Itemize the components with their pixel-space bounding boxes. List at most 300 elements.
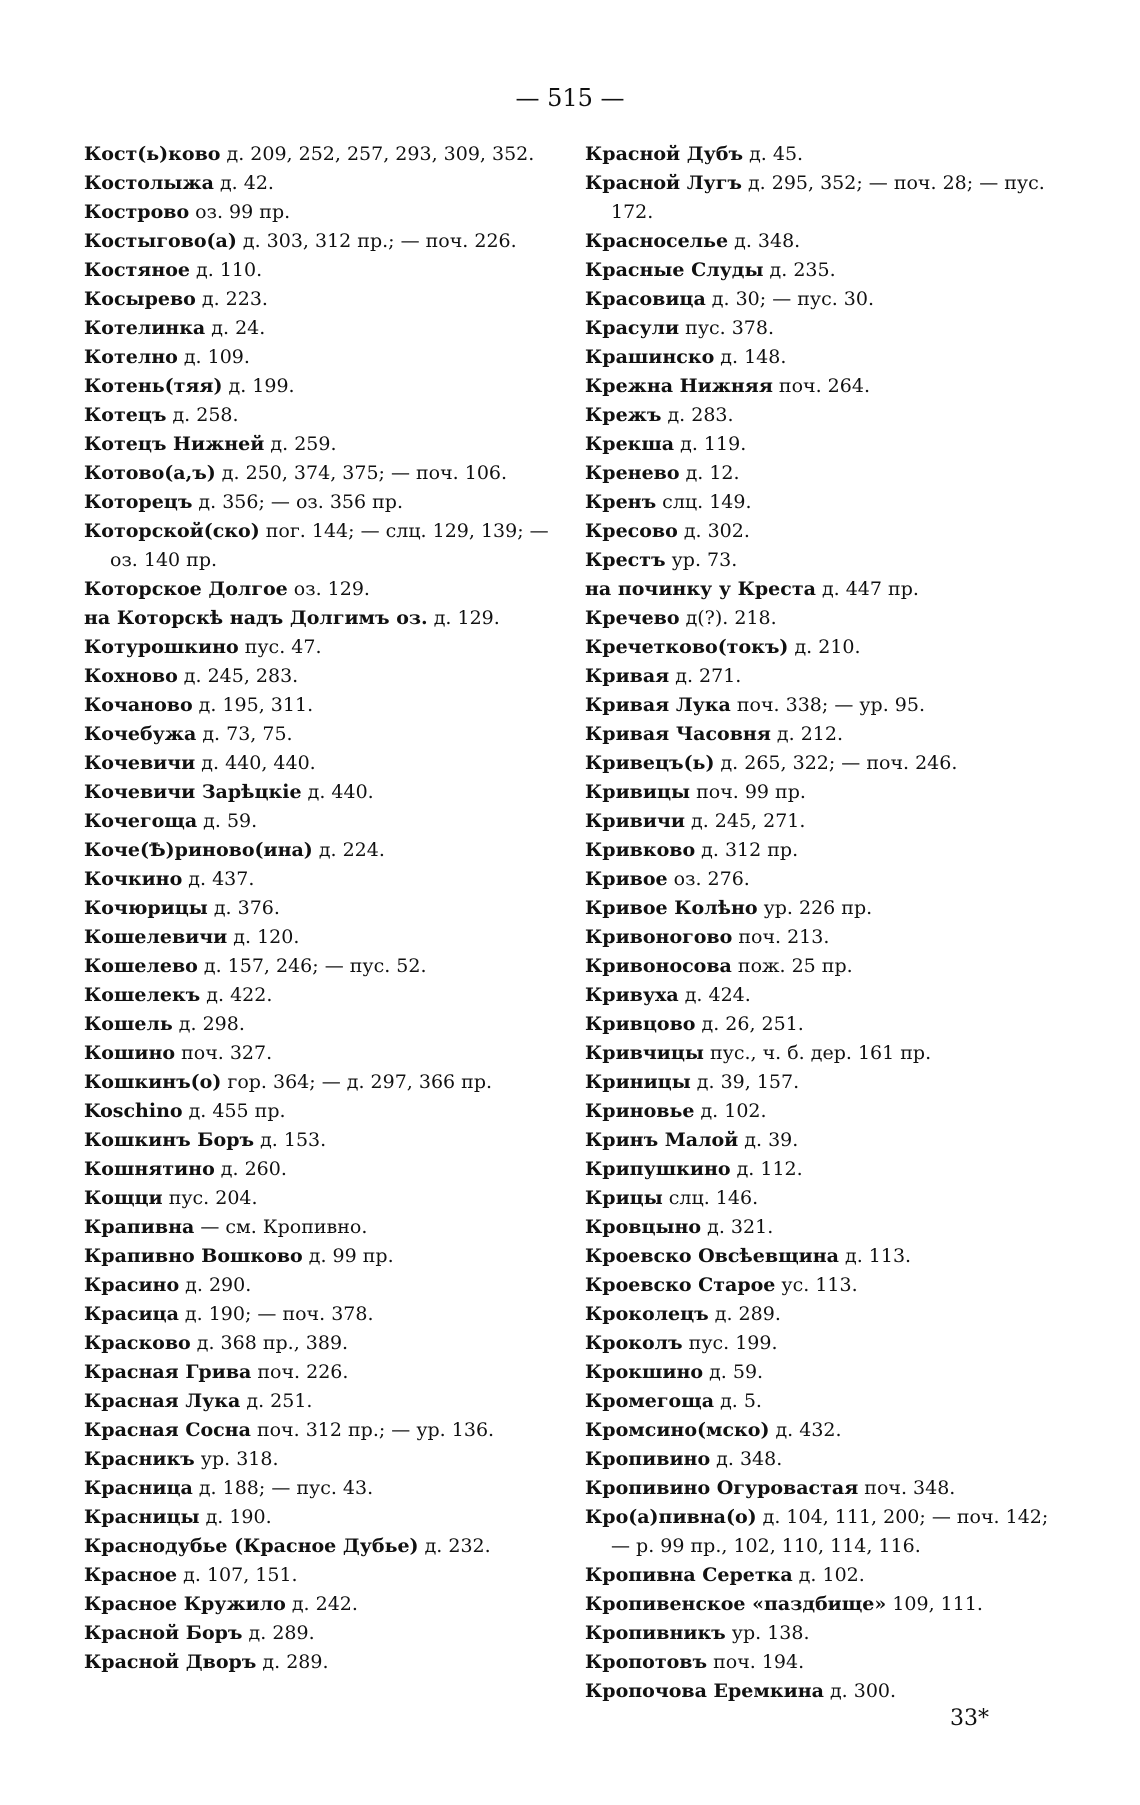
index-entry-refs: д. 245, 283. bbox=[177, 665, 299, 687]
index-entry-term: Кочевичи bbox=[84, 752, 196, 774]
index-entry bbox=[84, 314, 570, 343]
index-entry-refs: поч. 348. bbox=[858, 1477, 956, 1499]
index-entry-term: Кривоносова bbox=[585, 955, 732, 977]
index-entry-refs: поч. 338; — ур. 95. bbox=[730, 694, 925, 716]
index-entry-refs: д. 271. bbox=[669, 665, 742, 687]
index-entry bbox=[84, 459, 570, 488]
index-entry bbox=[84, 1561, 570, 1590]
index-entry bbox=[585, 1648, 1053, 1677]
index-entry-refs: д. 302. bbox=[677, 520, 750, 542]
index-entry-term: Кривково bbox=[585, 839, 696, 861]
index-entry-term: Красино bbox=[84, 1274, 180, 1296]
index-entry-term: Красное bbox=[84, 1564, 178, 1586]
index-entry bbox=[84, 140, 570, 169]
index-entry-term: Koschino bbox=[84, 1100, 183, 1122]
index-entry-refs: д. 104, 111, 200; — поч. 142; — р. 99 пр., 102, 110, 114, 116. bbox=[611, 1506, 1049, 1557]
index-entry-refs: д. 303, 312 пр.; — поч. 226. bbox=[236, 230, 517, 252]
index-entry-term: Красково bbox=[84, 1332, 191, 1354]
index-entry bbox=[84, 1126, 570, 1155]
index-entry bbox=[585, 1474, 1053, 1503]
index-entry bbox=[585, 836, 1053, 865]
index-entry-refs: оз. 129. bbox=[287, 578, 370, 600]
index-entry-refs: пус., ч. б. дер. 161 пр. bbox=[703, 1042, 932, 1064]
index-entry-term: Красноселье bbox=[585, 230, 729, 252]
index-entry-term: Которское Долгое bbox=[84, 578, 288, 600]
index-entry-term: Котецъ bbox=[84, 404, 167, 426]
index-entry-refs: поч. 312 пр.; — ур. 136. bbox=[250, 1419, 495, 1441]
index-entry-refs: д. 265, 322; — поч. 246. bbox=[714, 752, 958, 774]
index-entry-term: Кропивино bbox=[585, 1448, 711, 1470]
index-entry-refs: поч. 213. bbox=[732, 926, 830, 948]
index-entry bbox=[84, 1155, 570, 1184]
index-entry-term: Кривчицы bbox=[585, 1042, 704, 1064]
index-entry-term: Кропотовъ bbox=[585, 1651, 708, 1673]
index-entry-term: Кривецъ(ь) bbox=[585, 752, 715, 774]
index-entry-refs: д. 224. bbox=[312, 839, 385, 861]
index-entry-term: Крежна Нижняя bbox=[585, 375, 773, 397]
index-entry bbox=[585, 923, 1053, 952]
index-entry bbox=[585, 633, 1053, 662]
index-entry bbox=[585, 894, 1053, 923]
index-entry bbox=[585, 1445, 1053, 1474]
index-entry-term: Красица bbox=[84, 1303, 179, 1325]
index-entry-term: Кривая Лука bbox=[585, 694, 731, 716]
index-entry-term: Красное Кружило bbox=[84, 1593, 286, 1615]
index-entry-refs: ур. 138. bbox=[725, 1622, 810, 1644]
index-entry bbox=[84, 1387, 570, 1416]
index-entry-term: Кострово bbox=[84, 201, 190, 223]
index-entry bbox=[84, 952, 570, 981]
index-entry-refs: д. 59. bbox=[197, 810, 258, 832]
index-entry-refs: пус. 199. bbox=[682, 1332, 778, 1354]
index-entry-term: Костыгово(а) bbox=[84, 230, 237, 252]
index-entry bbox=[84, 1329, 570, 1358]
index-entry-term: Кочаново bbox=[84, 694, 193, 716]
index-entry-term: на починку у Креста bbox=[585, 578, 816, 600]
index-entry-refs: д. 190; — поч. 378. bbox=[178, 1303, 374, 1325]
index-entry-refs: д. 199. bbox=[222, 375, 295, 397]
index-entry-term: Красникъ bbox=[84, 1448, 195, 1470]
index-entry-refs: д. 432. bbox=[769, 1419, 842, 1441]
index-entry-refs: д. 73, 75. bbox=[196, 723, 293, 745]
index-entry bbox=[585, 952, 1053, 981]
index-entry-refs: д. 300. bbox=[823, 1680, 897, 1702]
index-entry-refs: д. 250, 374, 375; — поч. 106. bbox=[215, 462, 508, 484]
index-entry-refs: д. 376. bbox=[207, 897, 280, 919]
index-entry-refs: поч. 99 пр. bbox=[690, 781, 806, 803]
index-entry bbox=[84, 256, 570, 285]
index-entry-term: Кошель bbox=[84, 1013, 173, 1035]
index-entry-refs: д. 210. bbox=[788, 636, 861, 658]
index-entry-term: Кромегоща bbox=[585, 1390, 715, 1412]
index-entry bbox=[585, 256, 1053, 285]
index-entry-term: Краснодубье (Красное Дубье) bbox=[84, 1535, 419, 1557]
index-entry bbox=[84, 517, 570, 575]
index-entry-refs: д. 148. bbox=[714, 346, 787, 368]
index-entry-refs: д. 190. bbox=[199, 1506, 272, 1528]
index-column-left bbox=[84, 140, 570, 1677]
index-entry bbox=[84, 1590, 570, 1619]
index-entry-term: Котень(тяя) bbox=[84, 375, 223, 397]
index-entry-term: Кривоногово bbox=[585, 926, 733, 948]
index-entry bbox=[585, 1358, 1053, 1387]
index-entry-refs: ур. 73. bbox=[665, 549, 738, 571]
index-entry-refs: д. 113. bbox=[838, 1245, 912, 1267]
index-entry-refs: д. 283. bbox=[661, 404, 734, 426]
index-entry-refs: поч. 226. bbox=[251, 1361, 349, 1383]
index-entry bbox=[585, 1039, 1053, 1068]
index-entry-term: Кост(ь)ково bbox=[84, 143, 221, 165]
index-entry-refs: пож. 25 пр. bbox=[731, 955, 853, 977]
index-entry-term: Кошкинъ(о) bbox=[84, 1071, 222, 1093]
index-entry bbox=[84, 401, 570, 430]
index-entry bbox=[585, 517, 1053, 546]
index-entry-term: Коче(Ѣ)риново(ина) bbox=[84, 839, 313, 861]
index-entry bbox=[585, 691, 1053, 720]
index-entry bbox=[585, 1561, 1053, 1590]
index-entry-term: Кривуха bbox=[585, 984, 679, 1006]
index-entry-term: Котурошкино bbox=[84, 636, 239, 658]
index-entry bbox=[585, 488, 1053, 517]
index-entry-term: Красной Лугъ bbox=[585, 172, 742, 194]
index-entry bbox=[84, 720, 570, 749]
index-entry-refs: д. 447 пр. bbox=[815, 578, 919, 600]
index-entry-refs: д. 209, 252, 257, 293, 309, 352. bbox=[220, 143, 535, 165]
index-entry bbox=[585, 140, 1053, 169]
index-entry-refs: д. 290. bbox=[179, 1274, 252, 1296]
index-entry-refs: д. 437. bbox=[182, 868, 255, 890]
index-entry bbox=[585, 981, 1053, 1010]
index-entry-refs: д. 120. bbox=[227, 926, 300, 948]
index-entry-term: Кренево bbox=[585, 462, 680, 484]
index-entry-term: Котецъ Нижней bbox=[84, 433, 265, 455]
index-entry-term: Красули bbox=[585, 317, 680, 339]
index-entry bbox=[585, 314, 1053, 343]
index-entry-refs: д. 424. bbox=[678, 984, 751, 1006]
index-entry-refs: д. 195, 311. bbox=[192, 694, 314, 716]
index-entry-term: Кошелево bbox=[84, 955, 198, 977]
index-entry bbox=[84, 1474, 570, 1503]
index-entry bbox=[585, 1097, 1053, 1126]
index-entry bbox=[84, 604, 570, 633]
index-entry-refs: д. 110. bbox=[190, 259, 263, 281]
index-entry-term: Кочебужа bbox=[84, 723, 197, 745]
index-entry-refs: д. 260. bbox=[214, 1158, 287, 1180]
index-entry-term: Кривое bbox=[585, 868, 668, 890]
index-entry bbox=[84, 1213, 570, 1242]
index-entry-refs: оз. 99 пр. bbox=[189, 201, 291, 223]
index-entry bbox=[585, 865, 1053, 894]
index-entry bbox=[84, 1503, 570, 1532]
index-entry-refs: д. 99 пр. bbox=[302, 1245, 394, 1267]
index-entry-refs: д. 258. bbox=[166, 404, 239, 426]
index-entry bbox=[585, 662, 1053, 691]
index-entry-term: Крестъ bbox=[585, 549, 666, 571]
index-entry-refs: поч. 264. bbox=[772, 375, 870, 397]
index-entry-refs: д. 235. bbox=[763, 259, 836, 281]
index-entry-term: Кречетково(токъ) bbox=[585, 636, 789, 658]
index-entry-refs: д. 321. bbox=[701, 1216, 774, 1238]
index-entry bbox=[585, 1619, 1053, 1648]
index-entry bbox=[585, 778, 1053, 807]
index-entry-term: Кочевичи Зарѣцкіе bbox=[84, 781, 302, 803]
index-entry-term: Кропочова Еремкина bbox=[585, 1680, 824, 1702]
index-entry bbox=[585, 169, 1053, 227]
index-entry-term: Крапивна bbox=[84, 1216, 195, 1238]
index-entry-term: Красной Дворъ bbox=[84, 1651, 257, 1673]
index-entry-refs: д. 298. bbox=[172, 1013, 245, 1035]
index-entry-term: Крицы bbox=[585, 1187, 663, 1209]
index-entry-refs: д. 440, 440. bbox=[195, 752, 316, 774]
index-entry-refs: ур. 226 пр. bbox=[757, 897, 873, 919]
index-entry-term: Крокшино bbox=[585, 1361, 704, 1383]
index-entry-term: Кривцово bbox=[585, 1013, 696, 1035]
index-entry-refs: д. 289. bbox=[256, 1651, 329, 1673]
index-entry-refs: ур. 318. bbox=[194, 1448, 279, 1470]
index-entry-term: Кровцыно bbox=[585, 1216, 702, 1238]
index-entry-refs: д. 59. bbox=[703, 1361, 764, 1383]
index-entry-refs: д. 242. bbox=[285, 1593, 358, 1615]
index-entry bbox=[84, 1010, 570, 1039]
index-entry bbox=[84, 923, 570, 952]
index-entry bbox=[84, 807, 570, 836]
index-entry-term: Криницы bbox=[585, 1071, 691, 1093]
index-entry-term: Косырево bbox=[84, 288, 196, 310]
index-entry-term: Кроевско Овсѣевщина bbox=[585, 1245, 839, 1267]
index-entry-term: Котелно bbox=[84, 346, 178, 368]
index-entry-refs: д. 251. bbox=[240, 1390, 313, 1412]
index-entry-refs: 109, 111. bbox=[886, 1593, 983, 1615]
index-entry-term: Которской(ско) bbox=[84, 520, 260, 542]
index-entry-term: Которецъ bbox=[84, 491, 193, 513]
index-entry bbox=[585, 1329, 1053, 1358]
page-number: — 515 — bbox=[515, 84, 625, 112]
index-entry bbox=[585, 1416, 1053, 1445]
index-entry bbox=[84, 1184, 570, 1213]
index-entry bbox=[84, 372, 570, 401]
index-entry bbox=[84, 662, 570, 691]
index-entry-refs: д. 24. bbox=[205, 317, 266, 339]
index-entry bbox=[84, 1097, 570, 1126]
index-entry bbox=[585, 1213, 1053, 1242]
index-entry-term: Кромсино(мско) bbox=[585, 1419, 770, 1441]
index-entry-term: Красовица bbox=[585, 288, 706, 310]
index-entry-refs: д. 232. bbox=[418, 1535, 491, 1557]
index-entry-refs: слц. 146. bbox=[662, 1187, 759, 1209]
index-entry-refs: д. 212. bbox=[770, 723, 843, 745]
index-entry-refs: д. 109. bbox=[177, 346, 250, 368]
index-entry bbox=[84, 894, 570, 923]
index-entry bbox=[585, 604, 1053, 633]
index-entry-refs: д. 119. bbox=[674, 433, 747, 455]
index-entry bbox=[84, 1068, 570, 1097]
index-entry bbox=[585, 1126, 1053, 1155]
index-entry bbox=[84, 1358, 570, 1387]
index-entry bbox=[585, 1677, 1053, 1706]
index-entry-term: Кошкинъ Боръ bbox=[84, 1129, 255, 1151]
index-entry bbox=[585, 430, 1053, 459]
index-entry-term: Крипушкино bbox=[585, 1158, 731, 1180]
index-entry-refs: д. 422. bbox=[200, 984, 273, 1006]
index-entry bbox=[585, 807, 1053, 836]
index-entry-term: Кривое Колѣно bbox=[585, 897, 758, 919]
index-entry bbox=[585, 749, 1053, 778]
index-entry-refs: д. 39, 157. bbox=[690, 1071, 800, 1093]
index-entry-term: Котово(а,ъ) bbox=[84, 462, 216, 484]
index-entry-refs: д. 153. bbox=[254, 1129, 327, 1151]
index-entry bbox=[585, 1155, 1053, 1184]
index-entry-refs: гор. 364; — д. 297, 366 пр. bbox=[221, 1071, 493, 1093]
index-entry bbox=[84, 1300, 570, 1329]
index-entry bbox=[84, 1416, 570, 1445]
index-entry-refs: д. 356; — оз. 356 пр. bbox=[192, 491, 404, 513]
index-column-right bbox=[585, 140, 1053, 1706]
index-entry-term: Котелинка bbox=[84, 317, 206, 339]
index-entry-term: Кочегоща bbox=[84, 810, 198, 832]
index-entry-refs: д. 455 пр. bbox=[182, 1100, 286, 1122]
index-entry-term: Кропивникъ bbox=[585, 1622, 726, 1644]
index-entry-term: Кривицы bbox=[585, 781, 691, 803]
index-entry-term: Крекша bbox=[585, 433, 675, 455]
index-entry-refs: д. 289. bbox=[708, 1303, 781, 1325]
index-entry-term: Кресово bbox=[585, 520, 678, 542]
index-entry-term: Крежъ bbox=[585, 404, 662, 426]
index-entry bbox=[585, 1068, 1053, 1097]
index-entry-term: Кривичи bbox=[585, 810, 685, 832]
index-entry bbox=[585, 1300, 1053, 1329]
index-entry-term: Кроколецъ bbox=[585, 1303, 709, 1325]
index-entry-term: Кроколъ bbox=[585, 1332, 683, 1354]
signature-mark: 33* bbox=[950, 1706, 989, 1731]
index-entry-refs: д(?). 218. bbox=[679, 607, 777, 629]
index-entry bbox=[585, 372, 1053, 401]
index-entry bbox=[84, 749, 570, 778]
index-entry bbox=[585, 546, 1053, 575]
index-entry bbox=[585, 227, 1053, 256]
index-entry-term: Костолыжа bbox=[84, 172, 214, 194]
index-entry-refs: д. 348. bbox=[728, 230, 801, 252]
index-entry bbox=[84, 1532, 570, 1561]
index-entry-term: Крапивно Вошково bbox=[84, 1245, 303, 1267]
index-entry-refs: д. 39. bbox=[738, 1129, 799, 1151]
index-entry-refs: пус. 47. bbox=[238, 636, 322, 658]
index-entry bbox=[585, 575, 1053, 604]
index-entry-term: Красницы bbox=[84, 1506, 200, 1528]
index-entry-term: Красная Грива bbox=[84, 1361, 252, 1383]
index-entry bbox=[585, 1242, 1053, 1271]
index-entry-term: на Которскѣ надъ Долгимъ оз. bbox=[84, 607, 428, 629]
index-entry bbox=[84, 1039, 570, 1068]
index-entry-refs: д. 289. bbox=[242, 1622, 315, 1644]
index-entry bbox=[84, 633, 570, 662]
index-entry bbox=[585, 459, 1053, 488]
index-entry-refs: пус. 204. bbox=[162, 1187, 258, 1209]
index-entry-term: Красная Лука bbox=[84, 1390, 241, 1412]
index-entry-term: Красница bbox=[84, 1477, 193, 1499]
index-entry bbox=[84, 227, 570, 256]
index-entry bbox=[585, 720, 1053, 749]
index-entry-refs: д. 42. bbox=[213, 172, 274, 194]
index-entry-term: Кропивна Серетка bbox=[585, 1564, 793, 1586]
index-entry bbox=[84, 778, 570, 807]
index-entry bbox=[84, 1445, 570, 1474]
index-entry bbox=[585, 343, 1053, 372]
index-entry-refs: пог. 144; — слц. 129, 139; — оз. 140 пр. bbox=[110, 520, 549, 571]
index-entry bbox=[84, 1648, 570, 1677]
index-entry-term: Кочюрицы bbox=[84, 897, 208, 919]
index-entry-term: Кро(а)пивна(о) bbox=[585, 1506, 757, 1528]
index-entry-term: Кочкино bbox=[84, 868, 183, 890]
index-entry-refs: д. 102. bbox=[694, 1100, 767, 1122]
index-entry bbox=[84, 1242, 570, 1271]
index-entry-refs: д. 12. bbox=[679, 462, 740, 484]
index-entry-refs: поч. 194. bbox=[707, 1651, 805, 1673]
index-entry-refs: д. 30; — пус. 30. bbox=[705, 288, 875, 310]
index-entry bbox=[84, 488, 570, 517]
index-entry-refs: д. 107, 151. bbox=[177, 1564, 298, 1586]
index-entry bbox=[84, 285, 570, 314]
index-entry-term: Кренъ bbox=[585, 491, 657, 513]
index-entry-refs: д. 157, 246; — пус. 52. bbox=[197, 955, 427, 977]
index-entry bbox=[585, 285, 1053, 314]
index-entry-term: Кроевско Старое bbox=[585, 1274, 776, 1296]
index-entry-term: Красная Сосна bbox=[84, 1419, 251, 1441]
index-entry bbox=[585, 1387, 1053, 1416]
index-entry bbox=[585, 1184, 1053, 1213]
index-entry bbox=[585, 1271, 1053, 1300]
index-entry bbox=[585, 1590, 1053, 1619]
index-entry-refs: д. 188; — пус. 43. bbox=[192, 1477, 374, 1499]
index-entry-refs: слц. 149. bbox=[656, 491, 752, 513]
index-entry-refs: поч. 327. bbox=[175, 1042, 273, 1064]
index-entry-refs: д. 368 пр., 389. bbox=[190, 1332, 349, 1354]
index-entry bbox=[585, 1503, 1053, 1561]
index-entry-refs: д. 129. bbox=[427, 607, 500, 629]
index-entry bbox=[585, 401, 1053, 430]
index-entry bbox=[84, 575, 570, 604]
index-entry bbox=[84, 836, 570, 865]
index-entry-refs: — см. Кропивно. bbox=[194, 1216, 368, 1238]
index-entry-refs: д. 223. bbox=[195, 288, 268, 310]
index-entry-term: Кринъ Малой bbox=[585, 1129, 739, 1151]
index-entry-refs: д. 295, 352; — поч. 28; — пус. 172. bbox=[611, 172, 1045, 223]
index-entry-term: Красные Слуды bbox=[585, 259, 764, 281]
index-entry-refs: д. 312 пр. bbox=[695, 839, 799, 861]
index-entry-term: Кошелевичи bbox=[84, 926, 228, 948]
index-entry bbox=[84, 691, 570, 720]
index-entry-term: Кречево bbox=[585, 607, 680, 629]
index-entry-refs: д. 45. bbox=[743, 143, 804, 165]
index-entry-refs: д. 245, 271. bbox=[684, 810, 806, 832]
index-entry bbox=[84, 981, 570, 1010]
index-entry-term: Кошино bbox=[84, 1042, 176, 1064]
index-entry-refs: д. 102. bbox=[792, 1564, 865, 1586]
index-entry-term: Кошелекъ bbox=[84, 984, 201, 1006]
index-entry bbox=[84, 198, 570, 227]
index-entry-refs: д. 440. bbox=[301, 781, 374, 803]
index-entry-refs: пус. 378. bbox=[679, 317, 775, 339]
index-entry-term: Кропивенское «паздбище» bbox=[585, 1593, 887, 1615]
index-entry-term: Костяное bbox=[84, 259, 191, 281]
index-entry-term: Криновье bbox=[585, 1100, 695, 1122]
index-entry-term: Крашинско bbox=[585, 346, 715, 368]
index-entry-refs: оз. 276. bbox=[667, 868, 750, 890]
index-entry-term: Кошнятино bbox=[84, 1158, 215, 1180]
index-entry bbox=[84, 169, 570, 198]
index-entry bbox=[84, 865, 570, 894]
index-entry-term: Кощци bbox=[84, 1187, 163, 1209]
index-entry-refs: д. 348. bbox=[710, 1448, 783, 1470]
